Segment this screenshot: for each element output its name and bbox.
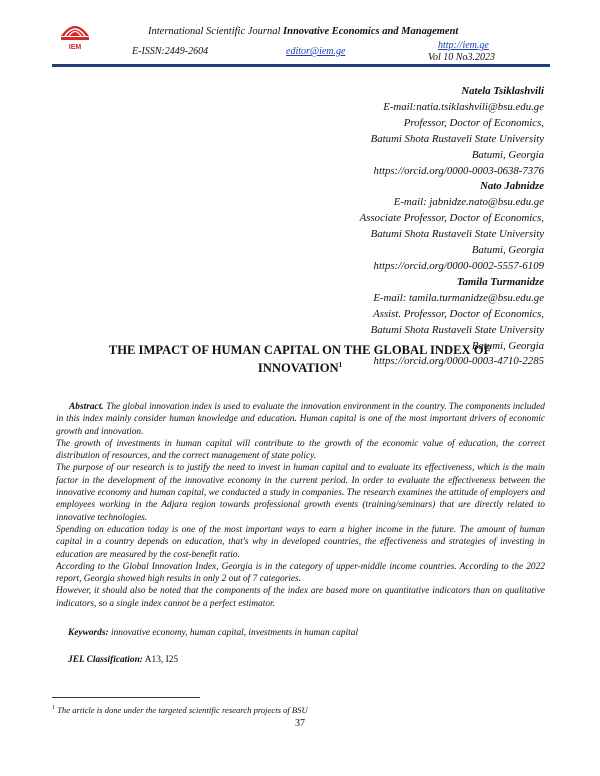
author-orcid: https://orcid.org/0000-0002-5557-6109 xyxy=(373,259,544,272)
page-number: 37 xyxy=(295,718,305,729)
author-location: Batumi, Georgia xyxy=(471,339,544,352)
paper-title xyxy=(60,343,540,376)
author-location: Batumi, Georgia xyxy=(471,148,544,161)
footnote-mark: 1 xyxy=(52,705,55,712)
keywords xyxy=(68,628,358,638)
journal-title xyxy=(148,26,458,37)
journal-logo xyxy=(58,14,92,52)
jel-codes: A13, I25 xyxy=(142,655,179,665)
author-affiliation: Batumi Shota Rustaveli State University xyxy=(370,228,544,241)
author-name: Nato Jabnidze xyxy=(480,180,544,193)
logo-text: IEM xyxy=(68,44,82,51)
abstract-label: Abstract. xyxy=(69,402,104,412)
keywords-text: innovative economy, human capital, investments in human capital xyxy=(108,628,359,638)
author-email: E-mail: jabnidze.nato@bsu.edu.ge xyxy=(393,196,544,209)
editor-email-link[interactable]: editor@iem.ge xyxy=(286,46,346,57)
abstract-paragraph: Spending on education today is one of the most important ways to earn a higher income in the future. The amount of human capital in a country depends on education, that's why in developed countries, the effectiveness and strategies of investing in education are measured by the cost-benefit ratio. xyxy=(56,524,545,560)
author-location: Batumi, Georgia xyxy=(471,244,544,257)
journal-url-link[interactable]: http://iem.ge xyxy=(438,40,489,51)
abstract xyxy=(56,401,545,610)
author-position: Associate Professor, Doctor of Economics, xyxy=(359,212,544,225)
footnote xyxy=(52,705,308,715)
jel-label: JEL Classification: xyxy=(68,655,143,665)
title-line-2: INNOVATION xyxy=(257,361,339,376)
jel-classification xyxy=(68,655,178,665)
footnote-text: The article is done under the targeted scientific research projects of BSU xyxy=(55,705,308,715)
author-affiliation: Batumi Shota Rustaveli State University xyxy=(370,132,544,145)
author-name: Tamila Turmanidze xyxy=(456,275,544,288)
footnote-divider xyxy=(52,697,200,698)
journal-prefix: International Scientific Journal xyxy=(148,26,284,37)
title-footnote-mark: 1 xyxy=(338,361,343,369)
keywords-label: Keywords: xyxy=(68,628,109,638)
abstract-lead: The global innovation index is used to evaluate the innovation environment in the country. The components included in this index mainly consider human knowledge and education. Human capital is one of the most important drivers of economic growth and innovation. xyxy=(56,402,545,437)
volume-info: Vol 10 No3.2023 xyxy=(428,52,495,63)
author-position: Assist. Professor, Doctor of Economics, xyxy=(373,307,544,320)
abstract-paragraph: However, it should also be noted that the components of the index are based more on quantitative indicators than on qualitative indicators, so a single index cannot be a perfect estimator. xyxy=(56,586,545,609)
title-line-1: THE IMPACT OF HUMAN CAPITAL ON THE GLOBAL INDEX OF xyxy=(108,343,492,357)
journal-name: Innovative Economics and Management xyxy=(283,26,459,37)
author-name: Natela Tsiklashvili xyxy=(461,85,544,97)
author-affiliation: Batumi Shota Rustaveli State University xyxy=(370,323,544,336)
author-orcid: https://orcid.org/0000-0003-4710-2285 xyxy=(373,355,544,368)
author-block xyxy=(360,84,544,370)
author-email: E-mail: tamila.turmanidze@bsu.edu.ge xyxy=(373,291,544,304)
issn: E-ISSN:2449-2604 xyxy=(132,46,209,57)
author-email: E-mail:natia.tsiklashvili@bsu.edu.ge xyxy=(383,100,544,113)
author-orcid: https://orcid.org/0000-0003-0638-7376 xyxy=(373,164,544,177)
abstract-paragraph: According to the Global Innovation Index, Georgia is in the category of upper-middle income countries. According to the 2022 report, Georgia showed high results in only 2 out of 7 categories. xyxy=(56,561,545,585)
header-divider xyxy=(52,64,550,67)
abstract-paragraph: The growth of investments in human capital will contribute to the growth of the economic value of education, the correct distribution of resources, and the correct management of state policy. xyxy=(56,438,545,462)
abstract-paragraph: The purpose of our research is to justify the need to invest in human capital and to evaluate its effectiveness, which is the main factor in the development of the innovative economy in the current period. In order to evaluate the effectiveness between the innovative economy and human capital, we conducted a study in companies. The research examines the attitude of employers and employees working in the Adjara region towards professional growth events (training/seminars) that are directly related to innovative technologies. xyxy=(56,463,545,523)
author-position: Professor, Doctor of Economics, xyxy=(403,116,544,129)
